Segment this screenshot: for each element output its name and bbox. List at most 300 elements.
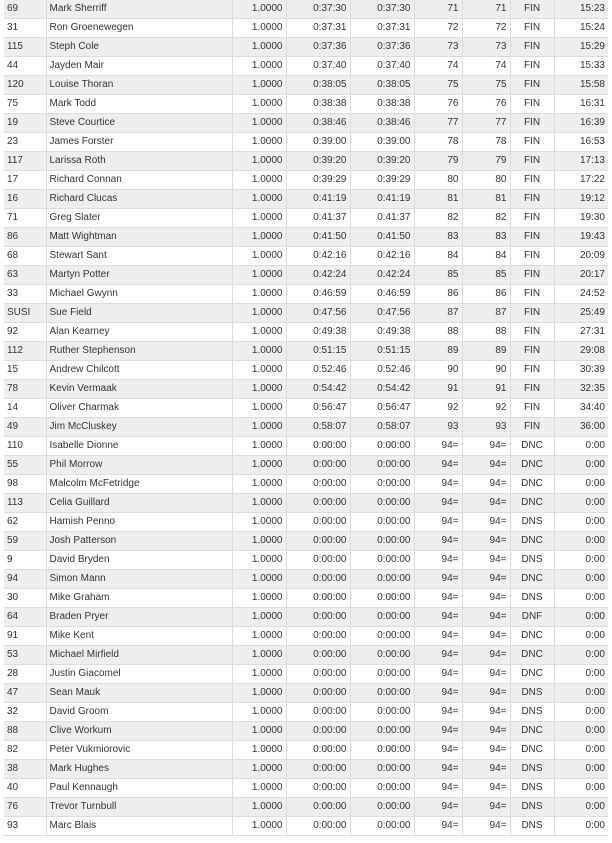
time-behind-cell: 0:00: [554, 437, 608, 456]
elapsed-time-cell: 0:00:00: [286, 741, 350, 760]
sail-number-cell: 113: [4, 494, 46, 513]
elapsed-time-cell: 0:00:00: [286, 589, 350, 608]
time-behind-cell: 32:35: [554, 380, 608, 399]
table-row: [4, 741, 608, 760]
handicap-cell: 1.0000: [232, 760, 286, 779]
corrected-time-cell: 0:00:00: [350, 437, 414, 456]
status-cell: DNS: [510, 513, 554, 532]
corrected-time-cell: 0:00:00: [350, 551, 414, 570]
competitor-name-cell: Mark Sherriff: [46, 0, 232, 19]
elapsed-time-cell: 0:39:20: [286, 152, 350, 171]
table-row: [4, 304, 608, 323]
time-behind-cell: 24:52: [554, 285, 608, 304]
sail-number-cell: SUSI: [4, 304, 46, 323]
points-cell: 94=: [462, 513, 510, 532]
sail-number-cell: 75: [4, 95, 46, 114]
status-cell: FIN: [510, 342, 554, 361]
status-cell: FIN: [510, 285, 554, 304]
handicap-cell: 1.0000: [232, 133, 286, 152]
points-cell: 90: [462, 361, 510, 380]
sail-number-cell: 19: [4, 114, 46, 133]
status-cell: FIN: [510, 361, 554, 380]
corrected-time-cell: 0:00:00: [350, 665, 414, 684]
handicap-cell: 1.0000: [232, 494, 286, 513]
place-cell: 94=: [414, 494, 462, 513]
status-cell: DNS: [510, 551, 554, 570]
place-cell: 77: [414, 114, 462, 133]
corrected-time-cell: 0:58:07: [350, 418, 414, 437]
points-cell: 77: [462, 114, 510, 133]
points-cell: 75: [462, 76, 510, 95]
table-row: [4, 285, 608, 304]
elapsed-time-cell: 0:00:00: [286, 779, 350, 798]
points-cell: 73: [462, 38, 510, 57]
sail-number-cell: 9: [4, 551, 46, 570]
elapsed-time-cell: 0:00:00: [286, 646, 350, 665]
points-cell: 94=: [462, 760, 510, 779]
status-cell: FIN: [510, 95, 554, 114]
table-row: [4, 779, 608, 798]
handicap-cell: 1.0000: [232, 19, 286, 38]
place-cell: 89: [414, 342, 462, 361]
time-behind-cell: 0:00: [554, 532, 608, 551]
handicap-cell: 1.0000: [232, 722, 286, 741]
status-cell: FIN: [510, 19, 554, 38]
status-cell: DNC: [510, 532, 554, 551]
elapsed-time-cell: 0:52:46: [286, 361, 350, 380]
sail-number-cell: 92: [4, 323, 46, 342]
corrected-time-cell: 0:41:50: [350, 228, 414, 247]
handicap-cell: 1.0000: [232, 608, 286, 627]
sail-number-cell: 82: [4, 741, 46, 760]
handicap-cell: 1.0000: [232, 399, 286, 418]
status-cell: FIN: [510, 247, 554, 266]
competitor-name-cell: Malcolm McFetridge: [46, 475, 232, 494]
place-cell: 90: [414, 361, 462, 380]
elapsed-time-cell: 0:00:00: [286, 722, 350, 741]
corrected-time-cell: 0:00:00: [350, 513, 414, 532]
sail-number-cell: 53: [4, 646, 46, 665]
status-cell: FIN: [510, 266, 554, 285]
competitor-name-cell: Oliver Charmak: [46, 399, 232, 418]
corrected-time-cell: 0:00:00: [350, 589, 414, 608]
handicap-cell: 1.0000: [232, 380, 286, 399]
sail-number-cell: 68: [4, 247, 46, 266]
competitor-name-cell: Josh Patterson: [46, 532, 232, 551]
elapsed-time-cell: 0:42:24: [286, 266, 350, 285]
table-row: [4, 418, 608, 437]
elapsed-time-cell: 0:00:00: [286, 532, 350, 551]
competitor-name-cell: Kevin Vermaak: [46, 380, 232, 399]
table-row: [4, 437, 608, 456]
elapsed-time-cell: 0:37:30: [286, 0, 350, 19]
points-cell: 91: [462, 380, 510, 399]
points-cell: 94=: [462, 551, 510, 570]
results-table: [4, 0, 608, 836]
sail-number-cell: 115: [4, 38, 46, 57]
points-cell: 94=: [462, 475, 510, 494]
sail-number-cell: 98: [4, 475, 46, 494]
sail-number-cell: 112: [4, 342, 46, 361]
corrected-time-cell: 0:56:47: [350, 399, 414, 418]
elapsed-time-cell: 0:00:00: [286, 513, 350, 532]
elapsed-time-cell: 0:00:00: [286, 570, 350, 589]
status-cell: DNF: [510, 608, 554, 627]
competitor-name-cell: Martyn Potter: [46, 266, 232, 285]
table-row: [4, 361, 608, 380]
corrected-time-cell: 0:42:24: [350, 266, 414, 285]
elapsed-time-cell: 0:37:36: [286, 38, 350, 57]
sail-number-cell: 62: [4, 513, 46, 532]
handicap-cell: 1.0000: [232, 779, 286, 798]
status-cell: FIN: [510, 209, 554, 228]
elapsed-time-cell: 0:38:46: [286, 114, 350, 133]
place-cell: 71: [414, 0, 462, 19]
place-cell: 94=: [414, 551, 462, 570]
table-row: [4, 722, 608, 741]
table-row: [4, 171, 608, 190]
place-cell: 94=: [414, 779, 462, 798]
corrected-time-cell: 0:37:31: [350, 19, 414, 38]
handicap-cell: 1.0000: [232, 703, 286, 722]
sail-number-cell: 17: [4, 171, 46, 190]
competitor-name-cell: Phil Morrow: [46, 456, 232, 475]
status-cell: FIN: [510, 228, 554, 247]
sail-number-cell: 69: [4, 0, 46, 19]
table-row: [4, 817, 608, 836]
time-behind-cell: 16:39: [554, 114, 608, 133]
elapsed-time-cell: 0:38:38: [286, 95, 350, 114]
time-behind-cell: 0:00: [554, 570, 608, 589]
status-cell: FIN: [510, 133, 554, 152]
handicap-cell: 1.0000: [232, 798, 286, 817]
time-behind-cell: 34:40: [554, 399, 608, 418]
elapsed-time-cell: 0:41:50: [286, 228, 350, 247]
status-cell: DNS: [510, 798, 554, 817]
handicap-cell: 1.0000: [232, 475, 286, 494]
place-cell: 74: [414, 57, 462, 76]
points-cell: 94=: [462, 741, 510, 760]
handicap-cell: 1.0000: [232, 532, 286, 551]
place-cell: 87: [414, 304, 462, 323]
time-behind-cell: 0:00: [554, 475, 608, 494]
place-cell: 79: [414, 152, 462, 171]
table-row: [4, 399, 608, 418]
competitor-name-cell: Justin Giacomel: [46, 665, 232, 684]
handicap-cell: 1.0000: [232, 342, 286, 361]
place-cell: 80: [414, 171, 462, 190]
table-row: [4, 646, 608, 665]
table-row: [4, 76, 608, 95]
time-behind-cell: 0:00: [554, 551, 608, 570]
table-row: [4, 209, 608, 228]
place-cell: 94=: [414, 722, 462, 741]
competitor-name-cell: Richard Connan: [46, 171, 232, 190]
competitor-name-cell: Mike Kent: [46, 627, 232, 646]
handicap-cell: 1.0000: [232, 266, 286, 285]
place-cell: 94=: [414, 665, 462, 684]
place-cell: 78: [414, 133, 462, 152]
time-behind-cell: 0:00: [554, 627, 608, 646]
points-cell: 94=: [462, 456, 510, 475]
time-behind-cell: 0:00: [554, 494, 608, 513]
place-cell: 84: [414, 247, 462, 266]
time-behind-cell: 15:33: [554, 57, 608, 76]
table-row: [4, 114, 608, 133]
corrected-time-cell: 0:38:46: [350, 114, 414, 133]
points-cell: 89: [462, 342, 510, 361]
points-cell: 94=: [462, 437, 510, 456]
table-row: [4, 532, 608, 551]
sail-number-cell: 16: [4, 190, 46, 209]
handicap-cell: 1.0000: [232, 456, 286, 475]
elapsed-time-cell: 0:51:15: [286, 342, 350, 361]
place-cell: 94=: [414, 513, 462, 532]
sail-number-cell: 88: [4, 722, 46, 741]
competitor-name-cell: Larissa Roth: [46, 152, 232, 171]
points-cell: 94=: [462, 608, 510, 627]
handicap-cell: 1.0000: [232, 361, 286, 380]
table-row: [4, 798, 608, 817]
competitor-name-cell: Mark Todd: [46, 95, 232, 114]
time-behind-cell: 15:23: [554, 0, 608, 19]
status-cell: DNS: [510, 703, 554, 722]
elapsed-time-cell: 0:39:00: [286, 133, 350, 152]
competitor-name-cell: Mark Hughes: [46, 760, 232, 779]
handicap-cell: 1.0000: [232, 418, 286, 437]
place-cell: 94=: [414, 532, 462, 551]
time-behind-cell: 30:39: [554, 361, 608, 380]
status-cell: DNC: [510, 494, 554, 513]
table-row: [4, 133, 608, 152]
status-cell: DNS: [510, 779, 554, 798]
status-cell: DNS: [510, 817, 554, 836]
status-cell: DNC: [510, 665, 554, 684]
handicap-cell: 1.0000: [232, 323, 286, 342]
time-behind-cell: 17:22: [554, 171, 608, 190]
corrected-time-cell: 0:52:46: [350, 361, 414, 380]
points-cell: 94=: [462, 627, 510, 646]
elapsed-time-cell: 0:00:00: [286, 798, 350, 817]
sail-number-cell: 117: [4, 152, 46, 171]
sail-number-cell: 120: [4, 76, 46, 95]
sail-number-cell: 38: [4, 760, 46, 779]
time-behind-cell: 20:17: [554, 266, 608, 285]
sail-number-cell: 14: [4, 399, 46, 418]
time-behind-cell: 0:00: [554, 646, 608, 665]
time-behind-cell: 0:00: [554, 665, 608, 684]
elapsed-time-cell: 0:46:59: [286, 285, 350, 304]
competitor-name-cell: Simon Mann: [46, 570, 232, 589]
status-cell: DNS: [510, 684, 554, 703]
elapsed-time-cell: 0:41:37: [286, 209, 350, 228]
table-row: [4, 570, 608, 589]
competitor-name-cell: David Groom: [46, 703, 232, 722]
table-row: [4, 475, 608, 494]
corrected-time-cell: 0:49:38: [350, 323, 414, 342]
points-cell: 84: [462, 247, 510, 266]
table-row: [4, 551, 608, 570]
elapsed-time-cell: 0:49:38: [286, 323, 350, 342]
competitor-name-cell: Paul Kennaugh: [46, 779, 232, 798]
place-cell: 73: [414, 38, 462, 57]
status-cell: DNC: [510, 741, 554, 760]
table-row: [4, 494, 608, 513]
time-behind-cell: 19:30: [554, 209, 608, 228]
table-row: [4, 190, 608, 209]
sail-number-cell: 94: [4, 570, 46, 589]
handicap-cell: 1.0000: [232, 76, 286, 95]
place-cell: 91: [414, 380, 462, 399]
sail-number-cell: 64: [4, 608, 46, 627]
time-behind-cell: 0:00: [554, 817, 608, 836]
table-row: [4, 228, 608, 247]
sail-number-cell: 91: [4, 627, 46, 646]
table-row: [4, 38, 608, 57]
points-cell: 82: [462, 209, 510, 228]
corrected-time-cell: 0:00:00: [350, 608, 414, 627]
competitor-name-cell: Celia Guillard: [46, 494, 232, 513]
points-cell: 94=: [462, 779, 510, 798]
corrected-time-cell: 0:46:59: [350, 285, 414, 304]
competitor-name-cell: Clive Workum: [46, 722, 232, 741]
corrected-time-cell: 0:00:00: [350, 760, 414, 779]
points-cell: 79: [462, 152, 510, 171]
place-cell: 94=: [414, 741, 462, 760]
handicap-cell: 1.0000: [232, 437, 286, 456]
elapsed-time-cell: 0:00:00: [286, 437, 350, 456]
place-cell: 94=: [414, 437, 462, 456]
time-behind-cell: 29:08: [554, 342, 608, 361]
time-behind-cell: 17:13: [554, 152, 608, 171]
handicap-cell: 1.0000: [232, 304, 286, 323]
points-cell: 86: [462, 285, 510, 304]
elapsed-time-cell: 0:42:16: [286, 247, 350, 266]
corrected-time-cell: 0:00:00: [350, 494, 414, 513]
time-behind-cell: 0:00: [554, 513, 608, 532]
competitor-name-cell: Jayden Mair: [46, 57, 232, 76]
corrected-time-cell: 0:00:00: [350, 703, 414, 722]
elapsed-time-cell: 0:39:29: [286, 171, 350, 190]
competitor-name-cell: Isabelle Dionne: [46, 437, 232, 456]
status-cell: FIN: [510, 304, 554, 323]
corrected-time-cell: 0:00:00: [350, 798, 414, 817]
corrected-time-cell: 0:37:36: [350, 38, 414, 57]
elapsed-time-cell: 0:00:00: [286, 627, 350, 646]
time-behind-cell: 0:00: [554, 703, 608, 722]
elapsed-time-cell: 0:00:00: [286, 475, 350, 494]
handicap-cell: 1.0000: [232, 38, 286, 57]
competitor-name-cell: Ron Groenewegen: [46, 19, 232, 38]
points-cell: 74: [462, 57, 510, 76]
corrected-time-cell: 0:38:05: [350, 76, 414, 95]
status-cell: FIN: [510, 38, 554, 57]
handicap-cell: 1.0000: [232, 0, 286, 19]
competitor-name-cell: Stewart Sant: [46, 247, 232, 266]
time-behind-cell: 0:00: [554, 798, 608, 817]
status-cell: DNC: [510, 475, 554, 494]
corrected-time-cell: 0:51:15: [350, 342, 414, 361]
time-behind-cell: 20:09: [554, 247, 608, 266]
sail-number-cell: 59: [4, 532, 46, 551]
handicap-cell: 1.0000: [232, 741, 286, 760]
status-cell: FIN: [510, 171, 554, 190]
sail-number-cell: 63: [4, 266, 46, 285]
table-row: [4, 665, 608, 684]
points-cell: 94=: [462, 665, 510, 684]
points-cell: 85: [462, 266, 510, 285]
sail-number-cell: 32: [4, 703, 46, 722]
elapsed-time-cell: 0:00:00: [286, 703, 350, 722]
competitor-name-cell: Steve Courtice: [46, 114, 232, 133]
place-cell: 88: [414, 323, 462, 342]
points-cell: 78: [462, 133, 510, 152]
handicap-cell: 1.0000: [232, 95, 286, 114]
place-cell: 94=: [414, 475, 462, 494]
competitor-name-cell: Michael Mirfield: [46, 646, 232, 665]
competitor-name-cell: Richard Clucas: [46, 190, 232, 209]
place-cell: 94=: [414, 760, 462, 779]
place-cell: 94=: [414, 703, 462, 722]
competitor-name-cell: Jim McCluskey: [46, 418, 232, 437]
points-cell: 72: [462, 19, 510, 38]
table-row: [4, 703, 608, 722]
elapsed-time-cell: 0:00:00: [286, 494, 350, 513]
corrected-time-cell: 0:41:37: [350, 209, 414, 228]
elapsed-time-cell: 0:47:56: [286, 304, 350, 323]
status-cell: DNC: [510, 722, 554, 741]
corrected-time-cell: 0:47:56: [350, 304, 414, 323]
place-cell: 94=: [414, 817, 462, 836]
handicap-cell: 1.0000: [232, 285, 286, 304]
place-cell: 94=: [414, 570, 462, 589]
sail-number-cell: 78: [4, 380, 46, 399]
corrected-time-cell: 0:00:00: [350, 684, 414, 703]
competitor-name-cell: Ruther Stephenson: [46, 342, 232, 361]
status-cell: FIN: [510, 399, 554, 418]
handicap-cell: 1.0000: [232, 684, 286, 703]
elapsed-time-cell: 0:00:00: [286, 817, 350, 836]
status-cell: DNC: [510, 456, 554, 475]
competitor-name-cell: Trevor Turnbull: [46, 798, 232, 817]
status-cell: DNC: [510, 646, 554, 665]
place-cell: 82: [414, 209, 462, 228]
points-cell: 94=: [462, 722, 510, 741]
place-cell: 92: [414, 399, 462, 418]
competitor-name-cell: Hamish Penno: [46, 513, 232, 532]
corrected-time-cell: 0:41:19: [350, 190, 414, 209]
sail-number-cell: 30: [4, 589, 46, 608]
table-row: [4, 323, 608, 342]
time-behind-cell: 0:00: [554, 684, 608, 703]
status-cell: DNS: [510, 760, 554, 779]
points-cell: 71: [462, 0, 510, 19]
table-row: [4, 247, 608, 266]
time-behind-cell: 36:00: [554, 418, 608, 437]
place-cell: 93: [414, 418, 462, 437]
time-behind-cell: 15:58: [554, 76, 608, 95]
points-cell: 94=: [462, 494, 510, 513]
place-cell: 94=: [414, 456, 462, 475]
elapsed-time-cell: 0:54:42: [286, 380, 350, 399]
sail-number-cell: 23: [4, 133, 46, 152]
elapsed-time-cell: 0:37:31: [286, 19, 350, 38]
sail-number-cell: 40: [4, 779, 46, 798]
handicap-cell: 1.0000: [232, 627, 286, 646]
handicap-cell: 1.0000: [232, 570, 286, 589]
points-cell: 94=: [462, 532, 510, 551]
points-cell: 94=: [462, 589, 510, 608]
